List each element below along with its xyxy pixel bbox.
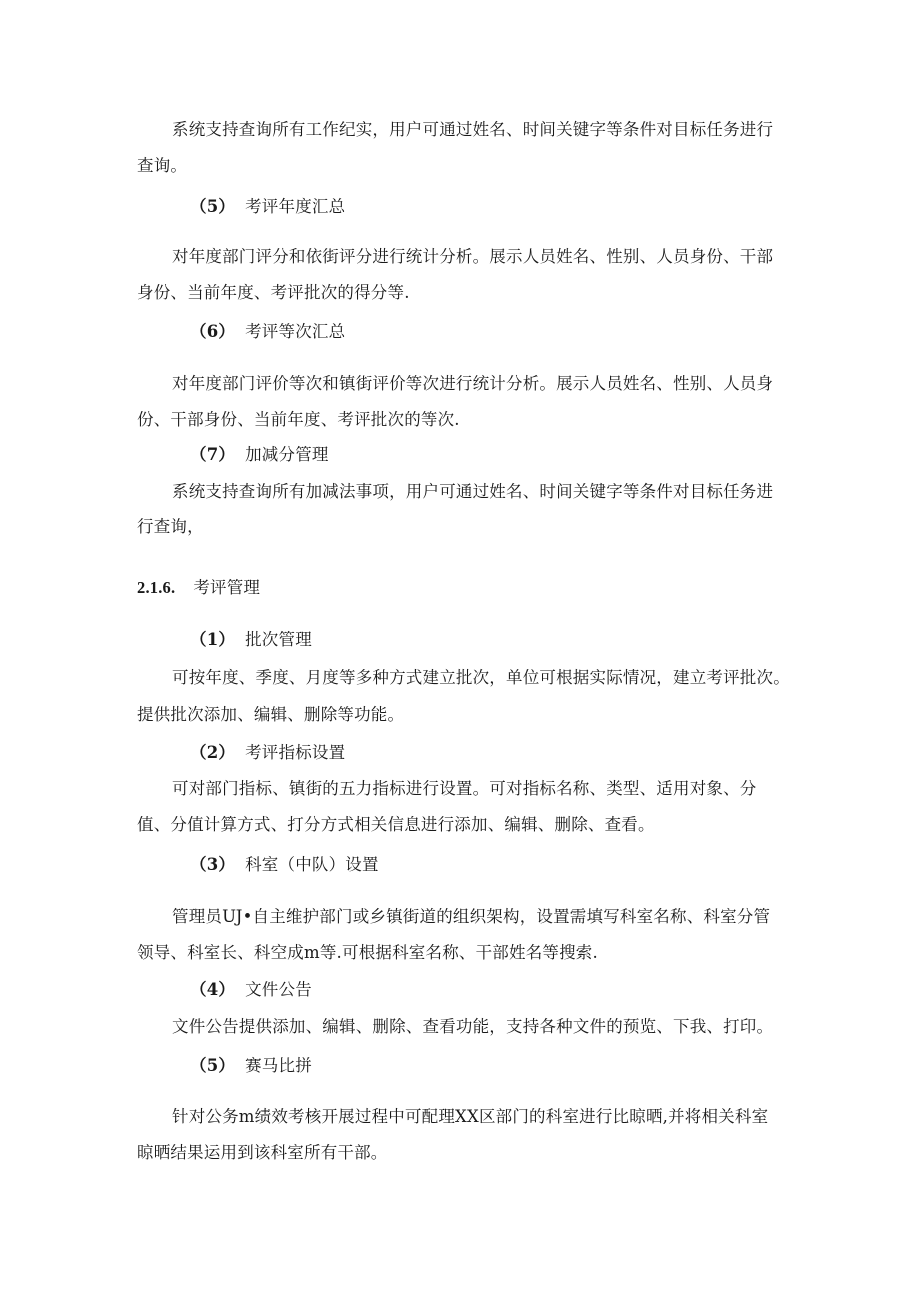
paragraph-line: 行查询， (137, 517, 204, 536)
subheading: （2） 考评指标设置 (190, 743, 346, 762)
paragraph-line: 份、干部身份、当前年度、考评批次的等次. (137, 410, 460, 429)
paragraph-line: 对年度部门评价等次和镇街评价等次进行统计分析。展示人员姓名、性别、人员身 (172, 374, 774, 393)
paragraph-line: 系统支持查询所有工作纪实，用户可通过姓名、时间关键字等条件对目标任务进行 (172, 120, 774, 139)
paragraph-line: 管理员UJ•自主维护部门或乡镇街道的组织架构，设置需填写科室名称、科室分管 (172, 907, 771, 926)
paragraph-line: 查询。 (137, 156, 188, 175)
paragraph-line: 身份、当前年度、考评批次的得分等. (137, 283, 410, 302)
section-heading: 2.1.6. 考评管理 (137, 578, 261, 597)
subheading: （3） 科室（中队）设置 (190, 855, 379, 874)
subheading: （7） 加减分管理 (190, 445, 329, 464)
paragraph-line: 文件公告提供添加、编辑、删除、查看功能，支持各种文件的预览、下我、打印。 (172, 1017, 774, 1036)
paragraph-line: 针对公务m绩效考核开展过程中可配理XX区部门的科室进行比晾晒,并将相关科室 (172, 1107, 769, 1126)
paragraph-line: 对年度部门评分和依街评分进行统计分析。展示人员姓名、性别、人员身份、干部 (172, 247, 774, 266)
paragraph-line: 可按年度、季度、月度等多种方式建立批次，单位可根据实际情况，建立考评批次。 (172, 668, 790, 687)
subheading: （5） 赛马比拼 (190, 1056, 312, 1075)
subheading: （5） 考评年度汇总 (190, 197, 346, 216)
paragraph-line: 提供批次添加、编辑、删除等功能。 (137, 705, 405, 724)
paragraph-line: 晾晒结果运用到该科室所有干部。 (137, 1143, 388, 1162)
subheading: （1） 批次管理 (190, 630, 312, 649)
paragraph-line: 值、分值计算方式、打分方式相关信息进行添加、编辑、删除、查看。 (137, 815, 655, 834)
paragraph-line: 系统支持查询所有加减法事项，用户可通过姓名、时间关键字等条件对目标任务进 (172, 482, 774, 501)
subheading: （4） 文件公告 (190, 980, 312, 999)
paragraph-line: 可对部门指标、镇街的五力指标进行设置。可对指标名称、类型、适用对象、分 (172, 779, 757, 798)
subheading: （6） 考评等次汇总 (190, 322, 346, 341)
paragraph-line: 领导、科室长、科空成m等.可根据科室名称、干部姓名等搜索. (137, 943, 598, 962)
